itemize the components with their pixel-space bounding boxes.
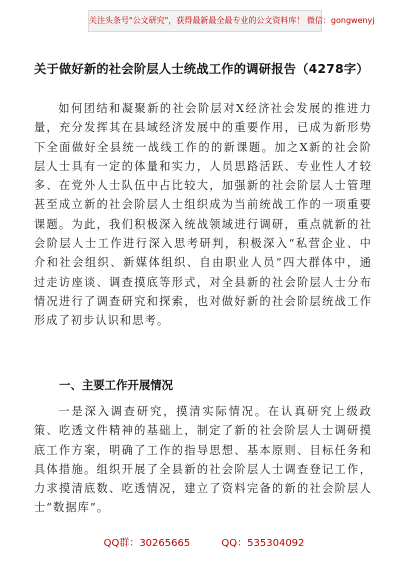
intro-paragraph: 如何团结和凝聚新的社会阶层对X经济社会发展的推进力量，充分发挥其在县域经济发展中的重要作用，已成为新形势下全面做好全县统一战线工作的的新课题。加之X新的社会阶层人士具有一定的体量和实力，人员思路活跃、专业性人才较多、在党外人士队伍中占比较大，加强新的社会阶层人士管理甚至成立新的社会阶层人士组织成为当前统战工作的一项重要课题。为此，我们积极深入统战领域进行调研，重点就新的社会阶层人士工作进行深入思考研判，积极深入“私营企业、中介和社会组织、新媒体组织、自由职业人员”四大群体中，通过走访座谈、调查摸底等形式，对全县新的社会阶层人士分布情况进行了调查研究和探索，也对做好新的社会阶层统战工作形成了初步认识和思考。 bbox=[34, 102, 372, 328]
document-title: 关于做好新的社会阶层人士统战工作的调研报告（4278字） bbox=[34, 62, 369, 76]
section-1-body bbox=[34, 402, 372, 518]
banner-text: 关注头条号"公文研究"，获得最新最全最专业的公文资料库！ 微信：gongwenyj bbox=[89, 16, 375, 25]
footer-qq-group: QQ群：30265665 bbox=[103, 538, 191, 549]
section-heading: 一、主要工作开展情况 bbox=[59, 378, 173, 392]
section-1-paragraph: 一是深入调查研究，摸清实际情况。在认真研究上级政策、吃透文件精神的基础上，制定了新的社会阶层人士调研摸底工作方案，明确了工作的指导思想、基本原则、目标任务和具体措施。组织开展了全县新的社会阶层人士调查登记工作，力求摸清底数、吃透情况，建立了资料完备的新的社会阶层人士“数据库”。 bbox=[34, 405, 372, 515]
intro-section bbox=[34, 99, 372, 331]
footer-qq: QQ：535304092 bbox=[221, 538, 305, 549]
top-banner bbox=[88, 10, 375, 32]
footer-contact bbox=[0, 534, 408, 549]
